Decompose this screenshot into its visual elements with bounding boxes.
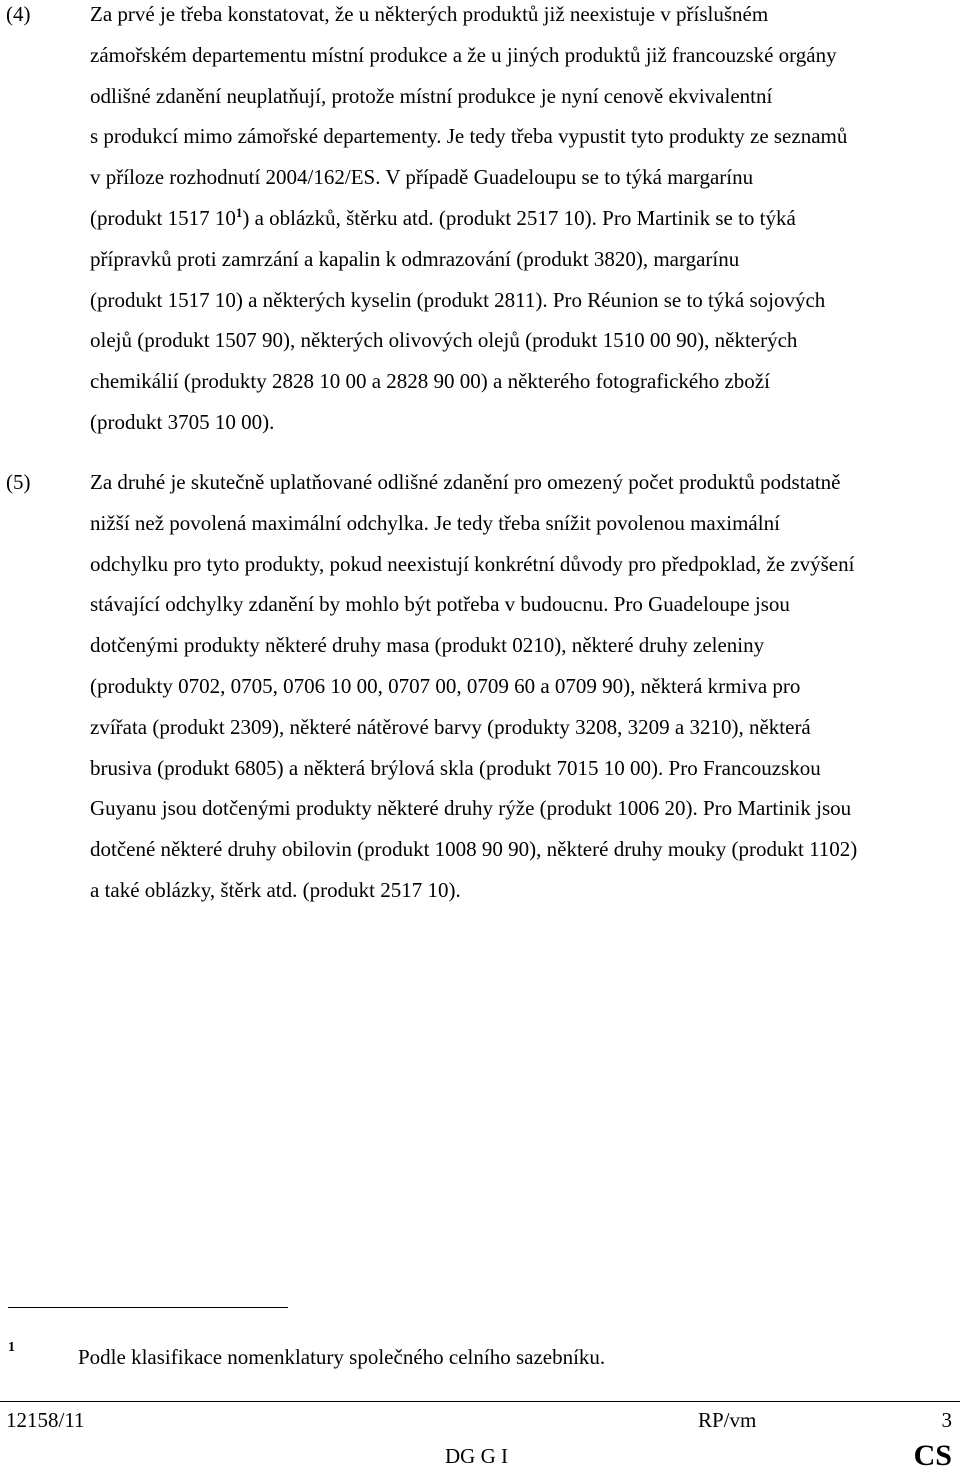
text-line: zámořském departementu místní produkce a že u jiných produktů již francouzské orgány xyxy=(90,42,837,67)
directorate-label: DG G I xyxy=(445,1444,508,1468)
text-line: (produkt 1517 10) a některých kyselin (produkt 2811). Pro Réunion se to týká sojových xyxy=(90,287,826,312)
footnote-reference[interactable]: 1 xyxy=(235,204,243,220)
text-fragment: (produkt 1517 10 xyxy=(90,205,236,230)
text-line: nižší než povolená maximální odchylka. Je tedy třeba snížit povolenou maximální xyxy=(90,510,780,535)
language-code: CS xyxy=(913,1439,952,1472)
footnote-marker: 1 xyxy=(8,1340,15,1355)
text-line: dotčené některé druhy obilovin (produkt 1008 90 90), některé druhy mouky (produkt 1102) xyxy=(90,837,858,862)
text-fragment: ) a oblázků, štěrku atd. (produkt 2517 10). Pro Martinik se to týká xyxy=(242,205,796,230)
text-line: Guyanu jsou dotčenými produkty některé druhy rýže (produkt 1006 20). Pro Martinik jsou xyxy=(90,796,852,821)
page-number: 3 xyxy=(941,1408,952,1432)
text-line: Za prvé je třeba konstatovat, že u některých produktů již neexistuje v příslušném xyxy=(90,2,769,26)
paragraph-text xyxy=(90,462,956,911)
footnote-text: Podle klasifikace nomenklatury společného celního sazebníku. xyxy=(78,1345,606,1369)
footer-separator xyxy=(0,1401,960,1402)
paragraph-number: (5) xyxy=(6,470,31,494)
text-line: odchylku pro tyto produkty, pokud neexistují konkrétní důvody pro předpoklad, že zvýšení xyxy=(90,551,855,576)
text-line xyxy=(90,198,956,239)
text-line: odlišné zdanění neuplatňují, protože místní produkce je nyní cenově ekvivalentní xyxy=(90,83,773,108)
text-line: (produkt 3705 10 00). xyxy=(90,409,275,434)
text-line: dotčenými produkty některé druhy masa (produkt 0210), některé druhy zeleniny xyxy=(90,633,765,658)
text-line: brusiva (produkt 6805) a některá brýlová skla (produkt 7015 10 00). Pro Francouzskou xyxy=(90,755,821,780)
text-line: a také oblázky, štěrk atd. (produkt 2517 10). xyxy=(90,877,461,902)
text-line: v příloze rozhodnutí 2004/162/ES. V případě Guadeloupu se to týká margarínu xyxy=(90,165,754,190)
document-reference: 12158/11 xyxy=(6,1408,85,1432)
text-line: zvířata (produkt 2309), některé nátěrové barvy (produkty 3208, 3209 a 3210), některá xyxy=(90,714,811,739)
paragraph-text xyxy=(90,0,956,443)
text-line: chemikálií (produkty 2828 10 00 a 2828 90 00) a některého fotografického zboží xyxy=(90,369,770,394)
text-line: (produkty 0702, 0705, 0706 10 00, 0707 00, 0709 60 a 0709 90), některá krmiva pro xyxy=(90,673,801,698)
text-line: Za druhé je skutečně uplatňované odlišné zdanění pro omezený počet produktů podstatně xyxy=(90,470,841,494)
text-line: přípravků proti zamrzání a kapalin k odmrazování (produkt 3820), margarínu xyxy=(90,246,740,271)
text-line: s produkcí mimo zámořské departementy. Je tedy třeba vypustit tyto produkty ze seznamů xyxy=(90,124,848,149)
footnote-separator xyxy=(8,1307,288,1308)
text-line: olejů (produkt 1507 90), některých olivových olejů (produkt 1510 00 90), některých xyxy=(90,328,798,353)
paragraph-number: (4) xyxy=(6,2,31,26)
author-code: RP/vm xyxy=(698,1408,757,1432)
text-line: stávající odchylky zdanění by mohlo být potřeba v budoucnu. Pro Guadeloupe jsou xyxy=(90,592,790,617)
